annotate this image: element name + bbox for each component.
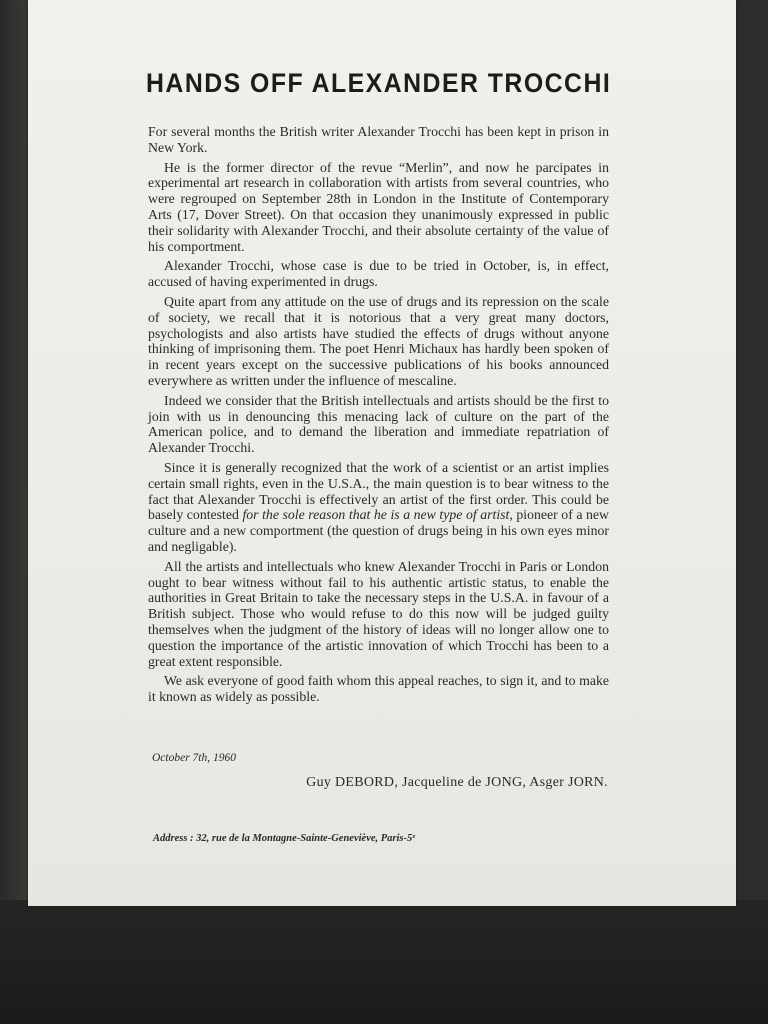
- document-date: October 7th, 1960: [152, 752, 237, 764]
- paragraph-2: He is the former director of the revue “Merlin”, and now he parcipates in experimental art research in collaboration with artists from several countries, who were regrouped on September 28th in London in the Institute of Contemporary Arts (17, Dover Street). On that occasion they unanimously expressed in public their solidarity with Alexander Trocchi, and their absolute certainty of the value of his comportment.: [148, 159, 609, 254]
- paragraph-6-start: Since it is generally recognized that the work of a scientist or an artist implies certain small rights, even in the U.S.A., the main question is to bear witness to the fact that Alexander Trocchi is effectively an artist of the first order. This could be basely contested: [148, 459, 609, 523]
- paragraph-8: We ask everyone of good faith whom this appeal reaches, to sign it, and to make it known as widely as possible.: [148, 673, 609, 705]
- paragraph-4: Quite apart from any attitude on the use of drugs and its repression on the scale of society, we recall that it is notorious that a very great many doctors, psychologists and also artists have studied the effects of drugs without anyone thinking of imprisoning them. The poet Henri Michaux has hardly been spoken of in recent years except on the successive publications of his books announced everywhere as written under the influence of mescaline.: [148, 293, 609, 388]
- document-sheet: [28, 0, 736, 906]
- paragraph-3: Alexander Trocchi, whose case is due to be tried in October, is, in effect, accused of having experimented in drugs.: [148, 258, 609, 290]
- address-line: Address : 32, rue de la Montagne-Sainte-Geneviève, Paris-5ᵉ: [153, 833, 416, 844]
- paragraph-6: [148, 460, 609, 555]
- paragraph-6-italic: for the sole reason that he is a new type of artist: [242, 507, 510, 523]
- paragraph-6-end: , pioneer of a new culture and a new comportment (the question of drugs being in his own eyes minor and negligable).: [148, 507, 609, 554]
- document-title: HANDS OFF ALEXANDER TROCCHI: [146, 68, 612, 98]
- dark-board: [0, 900, 768, 1024]
- paragraph-7: All the artists and intellectuals who knew Alexander Trocchi in Paris or London ought to bear witness without fail to his authentic artistic status, to enable the authorities in Great Britain to take the necessary steps in the U.S.A. in favour of a British subject. Those who would refuse to do this now will be judged guilty themselves when the judgment of the history of ideas will no longer allow one to question the importance of the artistic innovation of which Trocchi has been to a great extent responsible.: [148, 558, 609, 669]
- document-body: [148, 124, 609, 709]
- paragraph-5: Indeed we consider that the British intellectuals and artists should be the first to join with us in denouncing this menacing lack of culture on the part of the American police, and to demand the liberation and immediate repatriation of Alexander Trocchi.: [148, 392, 609, 456]
- paragraph-1: For several months the British writer Alexander Trocchi has been kept in prison in New York.: [148, 124, 609, 155]
- signatures: Guy DEBORD, Jacqueline de JONG, Asger JORN.: [306, 775, 608, 790]
